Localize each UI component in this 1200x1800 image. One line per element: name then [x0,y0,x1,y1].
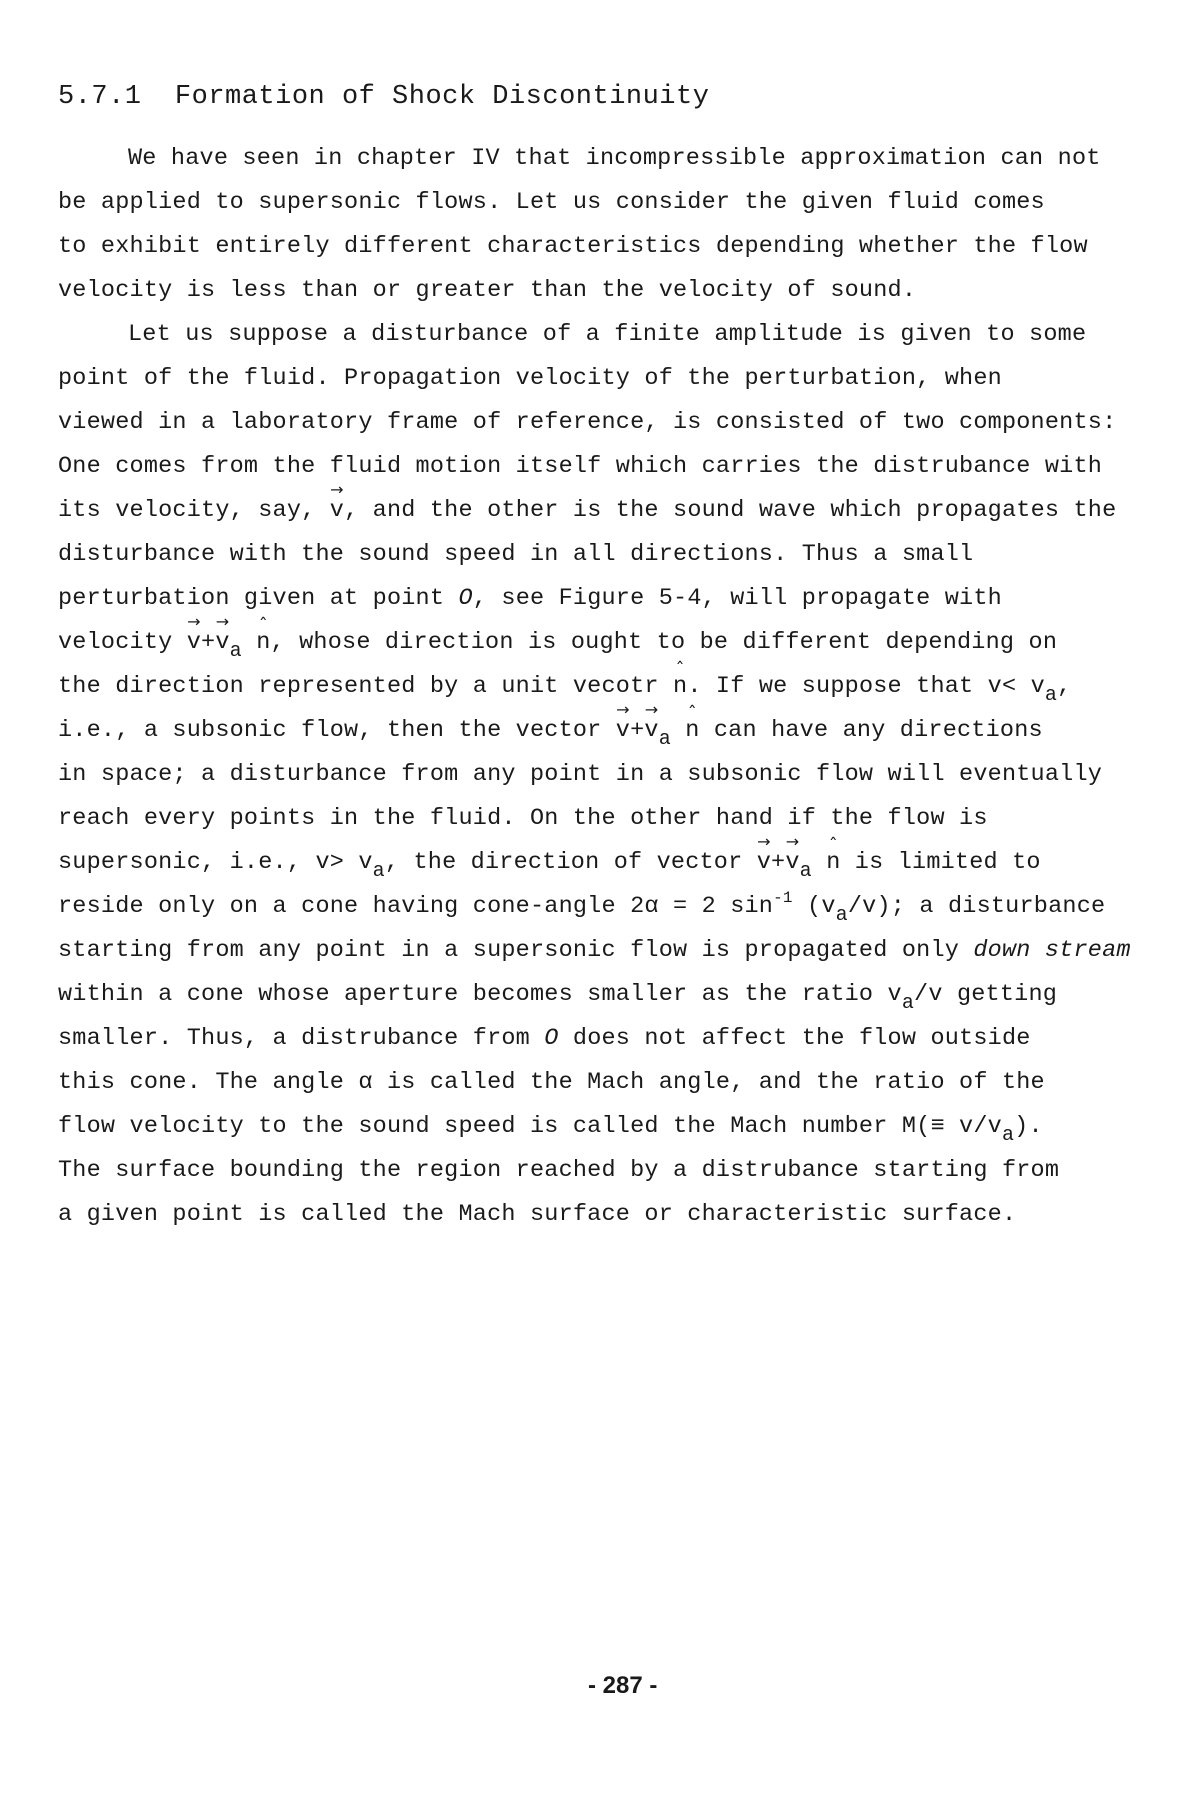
text-line: point of the fluid. Propagation velocity of the perturbation, when [58,365,1002,392]
section-heading [58,82,709,112]
text-line: supersonic, i.e., $v> v_a$, the direction of vector → $v+\to v_a$ ˆ n is limited to [58,849,1041,876]
section-title: Formation of Shock Discontinuity [174,82,710,112]
text-line: velocity → $v+\to v_a$ ˆ n, whose direction is ought to be different depending on [58,629,1057,656]
text-line: i.e., a subsonic flow, then the vector → $v+\to v_a$ ˆ n can have any directions [58,717,1043,744]
text-line: We have seen in chapter IV that incompressible approximation can not [128,145,1101,172]
text-line: the direction represented by a unit vecotr ˆ n. If we suppose that $v< v_a$, [58,673,1071,700]
text-line: One comes from the fluid motion itself which carries the distrubance with [58,453,1103,480]
text-line: its velocity, say, → v, and the other is the sound wave which propagates the [58,497,1116,524]
text-line: this cone. The angle α is called the Mach angle, and the ratio of the [58,1069,1045,1096]
text-line: flow velocity to the sound speed is called the Mach number $M(\equiv v/v_a)$. [58,1113,1043,1147]
text-line: reside only on a cone having cone-angle 2α = 2 $\sin^{-1} (v_a/v)$; a disturbance [58,889,1106,927]
text-line: The surface bounding the region reached by a distrubance starting from [58,1157,1060,1184]
text-line: velocity is less than or greater than the velocity of sound. [58,277,917,304]
text-line: starting from any point in a supersonic flow is propagated only down stream [58,937,1131,964]
down-stream-emphasis: down stream [973,937,1131,964]
text-line: within a cone whose aperture becomes smaller as the ratio $v_a/v$ getting [58,981,1058,1015]
section-number: 5.7.1 [58,82,142,112]
text-line: perturbation given at point O, see Figure 5-4, will propagate with [58,585,1002,612]
text-line: a given point is called the Mach surface or characteristic surface. [58,1201,1017,1228]
text-line: disturbance with the sound speed in all directions. Thus a small [58,541,974,568]
text-line: viewed in a laboratory frame of reference, is consisted of two components: [58,409,1117,436]
page-number: - 287 - [588,1672,658,1699]
text-line: be applied to supersonic flows. Let us consider the given fluid comes [58,189,1045,216]
text-line: smaller. Thus, a distrubance from O does not affect the flow outside [58,1025,1031,1052]
velocity-vector: → v [330,497,344,524]
point-o: O [458,585,473,612]
text-line: reach every points in the fluid. On the other hand if the flow is [58,805,988,832]
text-line: in space; a disturbance from any point in a subsonic flow will eventually [58,761,1103,788]
text-line: to exhibit entirely different characteristics depending whether the flow [58,233,1088,260]
text-line: Let us suppose a disturbance of a finite amplitude is given to some [128,321,1087,348]
